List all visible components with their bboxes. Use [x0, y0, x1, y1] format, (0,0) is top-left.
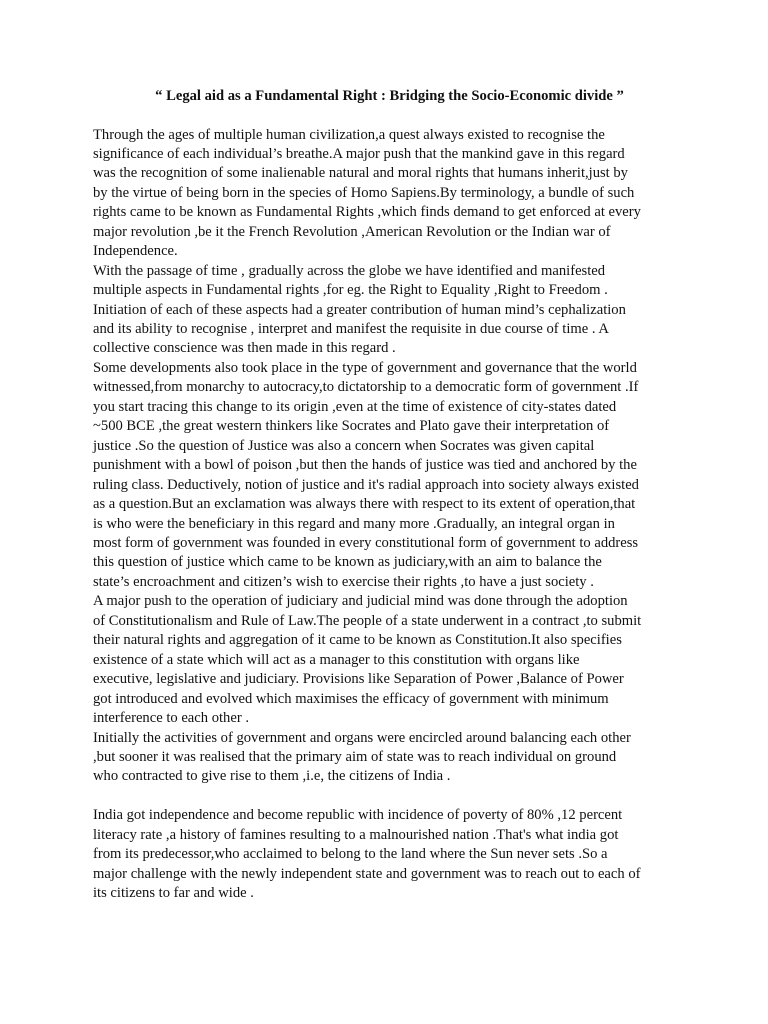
text-line: multiple aspects in Fundamental rights ,for eg. the Right to Equality ,Right to Freedom . — [93, 282, 608, 299]
text-line: punishment with a bowl of poison ,but then the hands of justice was tied and anchored by the — [93, 457, 637, 474]
text-line: justice .So the question of Justice was also a concern when Socrates was given capital — [93, 437, 595, 454]
paragraph-government-and-justice — [93, 359, 686, 592]
document-title: “ Legal aid as a Fundamental Right : Bridging the Socio-Economic divide ” — [155, 88, 624, 104]
text-line: you start tracing this change to its origin ,even at the time of existence of city-states dated — [93, 398, 617, 415]
text-line: interference to each other . — [93, 710, 249, 727]
text-line: as a question.But an exclamation was always there with respect to its extent of operation,that — [93, 496, 636, 513]
text-line: literacy rate ,a history of famines resulting to a malnourished nation .That's what india got — [93, 826, 619, 843]
text-line: most form of government was founded in every constitutional form of government to address — [93, 535, 639, 552]
text-line: Initially the activities of government and organs were encircled around balancing each other — [93, 729, 631, 746]
text-line: who contracted to give rise to them ,i.e, the citizens of India . — [93, 768, 451, 785]
text-line: significance of each individual’s breathe.A major push that the mankind gave in this regard — [93, 145, 625, 162]
paragraph-fundamental-rights-origin — [93, 126, 686, 262]
text-line: Through the ages of multiple human civilization,a quest always existed to recognise the — [93, 126, 605, 143]
text-line: Initiation of each of these aspects had a greater contribution of human mind’s cephalization — [93, 301, 626, 318]
text-line: Some developments also took place in the type of government and governance that the world — [93, 359, 637, 376]
text-line: India got independence and become republic with incidence of poverty of 80% ,12 percent — [93, 807, 623, 824]
paragraph-aspects-of-rights — [93, 262, 686, 359]
text-line: rights came to be known as Fundamental Rights ,which finds demand to get enforced at every — [93, 204, 641, 221]
text-line: ~500 BCE ,the great western thinkers like Socrates and Plato gave their interpretation of — [93, 418, 610, 435]
text-line: collective conscience was then made in this regard . — [93, 340, 396, 357]
text-line: this question of justice which came to be known as judiciary,with an aim to balance the — [93, 554, 602, 571]
text-line: got introduced and evolved which maximises the efficacy of government with minimum — [93, 690, 609, 707]
text-line: was the recognition of some inalienable natural and moral rights that humans inherit,just by — [93, 165, 628, 182]
text-line: major challenge with the newly independent state and government was to reach out to each of — [93, 865, 641, 882]
text-line: their natural rights and aggregation of it came to be known as Constitution.It also specifies — [93, 632, 622, 649]
paragraph-constitutionalism — [93, 592, 686, 728]
text-line: and its ability to recognise , interpret and manifest the requisite in due course of time . A — [93, 321, 609, 338]
paragraph-aim-of-state — [93, 729, 686, 787]
text-line: from its predecessor,who acclaimed to belong to the land where the Sun never sets .So a — [93, 846, 608, 863]
text-line: by the virtue of being born in the species of Homo Sapiens.By terminology, a bundle of such — [93, 184, 635, 201]
text-line: A major push to the operation of judiciary and judicial mind was done through the adoption — [93, 593, 628, 610]
text-line: major revolution ,be it the French Revolution ,American Revolution or the Indian war of — [93, 223, 611, 240]
text-line: witnessed,from monarchy to autocracy,to dictatorship to a democratic form of government .If — [93, 379, 639, 396]
text-line: Independence. — [93, 243, 178, 260]
text-line: its citizens to far and wide . — [93, 885, 254, 902]
paragraph-india-independence — [93, 806, 686, 903]
text-line: ,but sooner it was realised that the primary aim of state was to reach individual on ground — [93, 749, 617, 765]
text-line: executive, legislative and judiciary. Provisions like Separation of Power ,Balance of Power — [93, 671, 624, 688]
text-line: existence of a state which will act as a manager to this constitution with organs like — [93, 651, 580, 668]
text-line: With the passage of time , gradually across the globe we have identified and manifested — [93, 262, 606, 279]
text-line: ruling class. Deductively, notion of justice and it's radial approach into society always existed — [93, 476, 639, 493]
text-line: of Constitutionalism and Rule of Law.The people of a state underwent in a contract ,to submit — [93, 612, 642, 629]
paragraph-spacer — [93, 787, 686, 806]
text-line: is who were the beneficiary in this regard and many more .Gradually, an integral organ in — [93, 515, 615, 532]
text-line: state’s encroachment and citizen’s wish to exercise their rights ,to have a just society . — [93, 573, 594, 590]
